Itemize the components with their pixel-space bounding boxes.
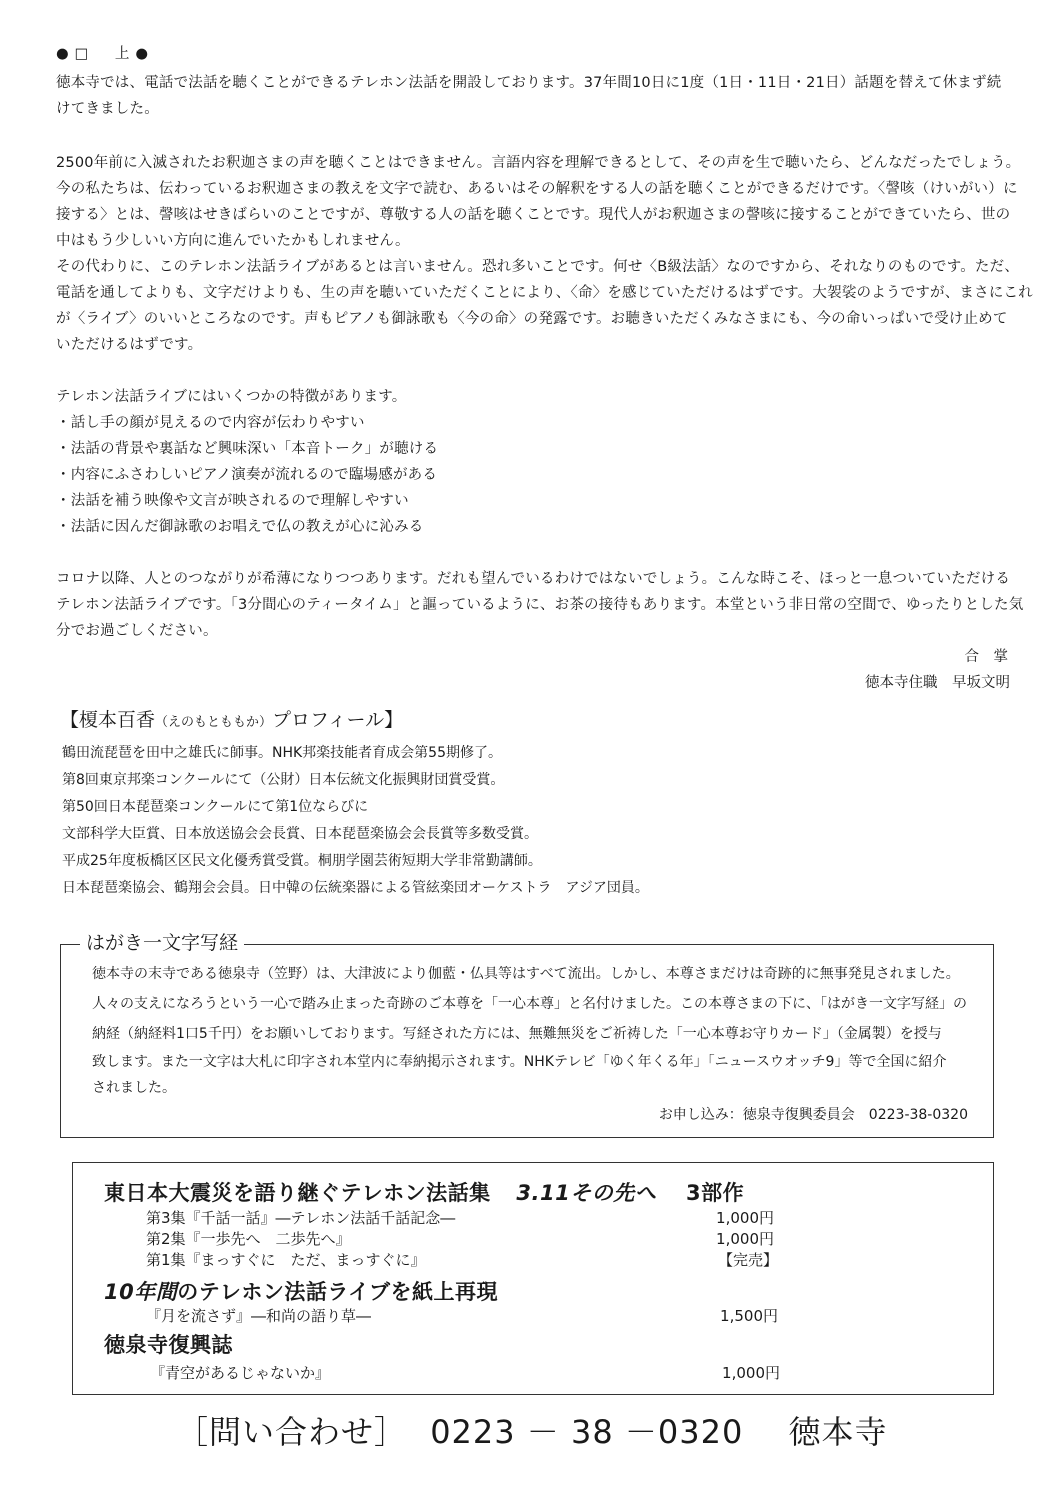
profile-title [60,706,403,737]
hagaki-line: 致します。また一文字は大札に印字され本堂内に奉納掲示されます。NHKテレビ「ゆく年くる年」「ニュースウオッチ9」等で全国に紹介 [92,1054,947,1070]
paragraph-line: 分でお過ごしください。 [56,623,218,639]
profile-line: 鶴田流琵琶を田中之雄氏に師事。NHK邦楽技能者育成会第55期修了。 [62,745,502,761]
live-heading-years: 10年間 [104,1280,178,1304]
books-heading-live [104,1277,498,1307]
profile-title-close: プロフィール】 [272,709,404,731]
contact-label: ［問い合わせ］ [176,1413,408,1451]
paragraph-line: けてきました。 [56,101,159,117]
book-price: 【完売】 [717,1251,778,1269]
hagaki-line: 人々の支えになろうという一心で踏み止まった奇跡のご本尊を「一心本尊」と名付けました。この本尊さまの下に、「はがき一文字写経」の [92,996,967,1012]
profile-line: 第50回日本琵琶楽コンクールにて第1位ならびに [62,799,369,815]
feature-item: ・法話に因んだ御詠歌のお唱えで仏の教えが心に沁みる [56,519,424,535]
paragraph-line: 今の私たちは、伝わっているお釈迦さまの教えを文字で読む、あるいはその解釈をする人の話を聴くことができるだけです。〈謦咳（けいがい）に [56,181,1018,197]
book-price: 1,000円 [716,1230,774,1248]
paragraph-line: コロナ以降、人とのつながりが希薄になりつつあります。だれも望んでいるわけではないでしょう。こんな時こそ、ほっと一息ついていただける [56,571,1011,587]
profile-line: 平成25年度板橋区区民文化優秀賞受賞。桐朋学園芸術短期大学非常勤講師。 [62,853,542,869]
feature-item: ・法話を補う映像や文言が映されるので理解しやすい [56,493,409,509]
feature-item: ・法話の背景や裏話など興味深い「本音トーク」が聴ける [56,441,439,457]
feature-item: ・話し手の顔が見えるので内容が伝わりやすい [56,415,365,431]
paragraph-line: その代わりに、このテレホン法話ライブがあるとは言いません。恐れ多いことです。何せ〈B級法話〉なのですから、それなりのものです。ただ、 [56,259,1020,275]
features-intro: テレホン法話ライブにはいくつかの特徴があります。 [56,389,407,405]
signature: 徳本寺住職 早坂文明 [865,675,1010,691]
series-count: 3部作 [686,1181,745,1205]
series-subtitle: 3.11その先へ [516,1181,657,1205]
book-title: 第3集『千話一話』―テレホン法話千話記念― [146,1209,456,1227]
live-heading-main: のテレホン法話ライブを紙上再現 [177,1280,499,1304]
profile-title-open: 【榎本百香 [60,709,156,731]
hagaki-line: 納経（納経料1口5千円）をお願いしております。写経された方には、無難無災をご祈祷した「一心本尊お守りカード」（金属製）を授与 [92,1026,942,1042]
books-heading-series [104,1178,744,1208]
hagaki-line: されました。 [92,1080,176,1096]
book-title: 第1集『まっすぐに ただ、まっすぐに』 [146,1251,426,1269]
contact-name: 徳本寺 [788,1413,888,1451]
profile-line: 日本琵琶楽協会、鶴翔会会員。日中韓の伝統楽器による管絃楽団オーケストラ アジア団員。 [62,880,649,896]
book-title: 第2集『一歩先へ 二歩先へ』 [146,1230,351,1248]
paragraph-line: 電話を通してよりも、文字だけよりも、生の声を聴いていただくことにより、〈命〉を感じていただけるはずです。大袈裟のようですが、まさにこれ [56,285,1033,301]
profile-line: 文部科学大臣賞、日本放送協会会長賞、日本琵琶楽協会会長賞等多数受賞。 [62,826,538,842]
paragraph-line: 接する〉とは、謦咳はせきばらいのことですが、尊敬する人の話を聴くことです。現代人がお釈迦さまの謦咳に接することができていたら、世の [56,207,1011,223]
paragraph-line: いただけるはずです。 [56,337,203,353]
paragraph-line: 徳本寺では、電話で法話を聴くことができるテレホン法話を開設しております。37年間10日に1度（1日・11日・21日）話題を替えて休まず続 [56,75,1002,91]
book-price: 1,000円 [716,1209,774,1227]
books-heading-reconstruction: 徳泉寺復興誌 [104,1333,233,1357]
series-title: 東日本大震災を語り継ぐテレホン法話集 [104,1181,491,1205]
hagaki-title: はがき一文字写経 [80,929,244,957]
contact-line [176,1408,896,1456]
profile-title-reading: （えのもとももか） [155,715,273,730]
hagaki-line: 徳本寺の末寺である徳泉寺（笠野）は、大津波により伽藍・仏具等はすべて流出。しかし、本尊さまだけは奇跡的に無事発見されました。 [92,966,960,982]
book-title: 『月を流さず』―和尚の語り草― [146,1307,372,1325]
paragraph-line: テレホン法話ライブです。「3分間心のティータイム」と謳っているように、お茶の接待もあります。本堂という非日常の空間で、ゆったりとした気 [56,597,1024,613]
book-title: 『青空があるじゃないか』 [150,1364,331,1382]
profile-line: 第8回東京邦楽コンクールにて（公財）日本伝統文化振興財団賞受賞。 [62,772,505,788]
paragraph-line: 中はもう少しいい方向に進んでいたかもしれません。 [56,233,410,249]
feature-item: ・内容にふさわしいピアノ演奏が流れるので臨場感がある [56,467,438,483]
contact-phone: 0223 － 38 －0320 [430,1413,744,1451]
hagaki-contact: お申し込み：徳泉寺復興委員会 0223-38-0320 [658,1107,968,1123]
greeting: ●□ 上● [56,46,155,62]
paragraph-line: が〈ライブ〉のいいところなのです。声もピアノも御詠歌も〈今の命〉の発露です。お聴きいただくみなさまにも、今の命いっぱいで受け止めて [56,311,1008,327]
paragraph-line: 2500年前に入滅されたお釈迦さまの声を聴くことはできません。言語内容を理解できるとして、その声を生で聴いたら、どんなだったでしょう。 [56,155,1021,171]
closing: 合 掌 [964,649,1008,665]
book-price: 1,500円 [720,1307,778,1325]
book-price: 1,000円 [722,1364,780,1382]
